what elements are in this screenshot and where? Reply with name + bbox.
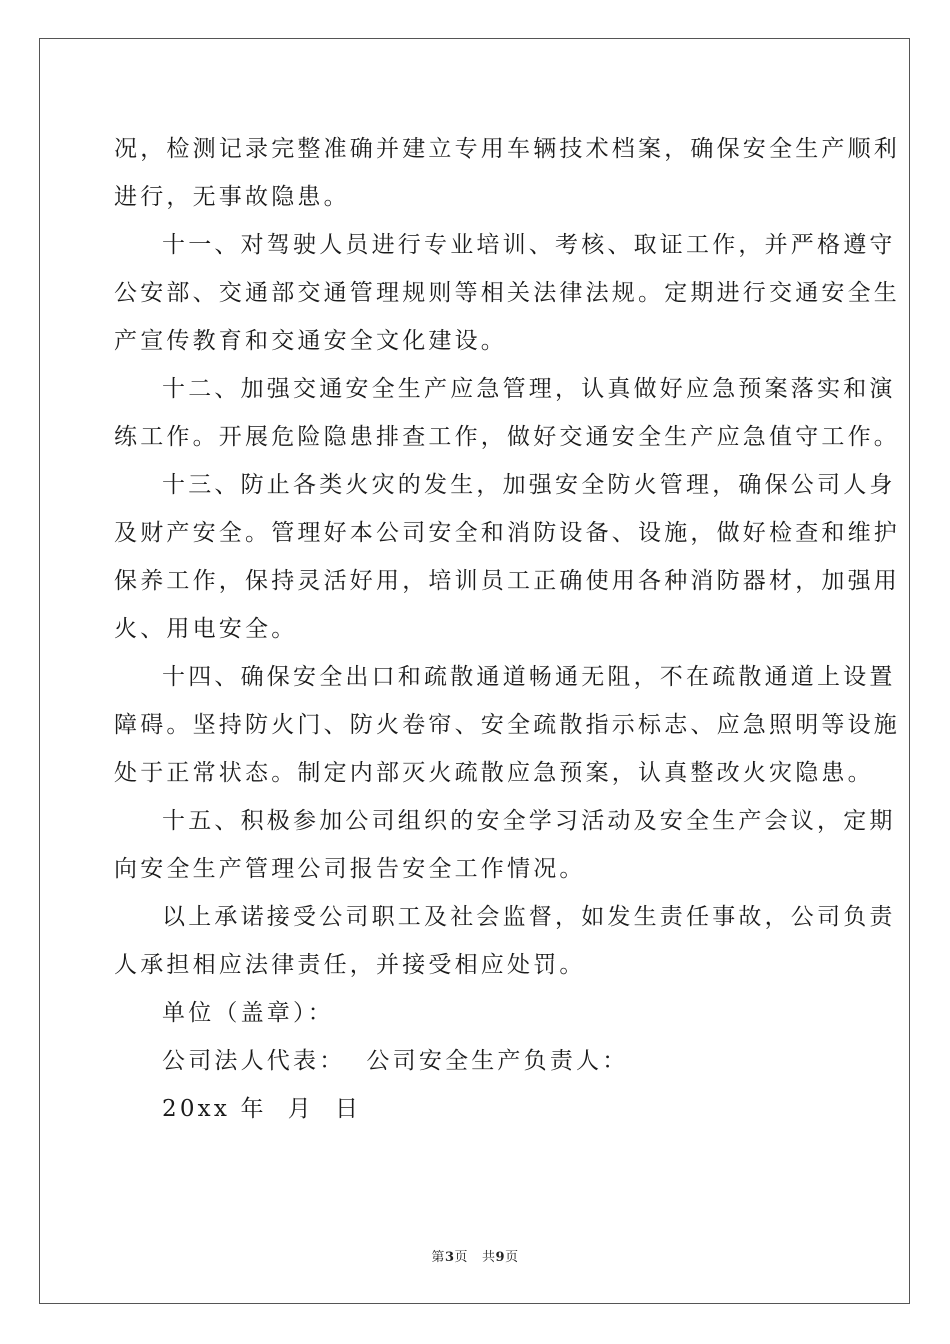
paragraph-14-start: 十四、确保安全出口和疏散通道畅通无阻，不在疏散通道上设置 — [162, 664, 896, 690]
paragraph-11-start: 十一、对驾驶人员进行专业培训、考核、取证工作，并严格遵守 — [162, 232, 896, 258]
page-prefix: 第 — [431, 1250, 445, 1265]
commitment-paragraph-start: 以上承诺接受公司职工及社会监督，如发生责任事故，公司负责 — [162, 904, 896, 930]
total-suffix: 页 — [505, 1250, 519, 1265]
text-line: 公安部、交通部交通管理规则等相关法律法规。定期进行交通安全生 — [114, 280, 900, 306]
total-pages: 9 — [495, 1250, 506, 1265]
text-line: 及财产安全。管理好本公司安全和消防设备、设施，做好检查和维护 — [114, 520, 900, 546]
unit-seal-line: 单位（盖章）： — [162, 1000, 334, 1026]
page-suffix: 页 — [454, 1250, 468, 1265]
text-line: 进行，无事故隐患。 — [114, 184, 350, 210]
total-prefix: 共 — [482, 1250, 496, 1265]
text-line: 产宣传教育和交通安全文化建设。 — [114, 328, 507, 354]
paragraph-15-start: 十五、积极参加公司组织的安全学习活动及安全生产会议，定期 — [162, 808, 896, 834]
paragraph-13-start: 十三、防止各类火灾的发生，加强安全防火管理，确保公司人身 — [162, 472, 896, 498]
page-number: 3 — [444, 1250, 455, 1265]
page-footer — [0, 1246, 950, 1265]
text-line: 练工作。开展危险隐患排查工作，做好交通安全生产应急值守工作。 — [114, 424, 900, 450]
document-body — [114, 125, 900, 1133]
text-line: 处于正常状态。制定内部灭火疏散应急预案，认真整改火灾隐患。 — [114, 760, 874, 786]
signatories-line: 公司法人代表： 公司安全生产负责人： — [162, 1048, 629, 1074]
text-line: 障碍。坚持防火门、防火卷帘、安全疏散指示标志、应急照明等设施 — [114, 712, 900, 738]
date-line: 20xx 年 月 日 — [162, 1096, 362, 1122]
text-line: 况，检测记录完整准确并建立专用车辆技术档案，确保安全生产顺利 — [114, 136, 900, 162]
text-line: 人承担相应法律责任，并接受相应处罚。 — [114, 952, 586, 978]
text-line: 火、用电安全。 — [114, 616, 298, 642]
text-line: 保养工作，保持灵活好用，培训员工正确使用各种消防器材，加强用 — [114, 568, 900, 594]
text-line: 向安全生产管理公司报告安全工作情况。 — [114, 856, 586, 882]
paragraph-12-start: 十二、加强交通安全生产应急管理，认真做好应急预案落实和演 — [162, 376, 896, 402]
